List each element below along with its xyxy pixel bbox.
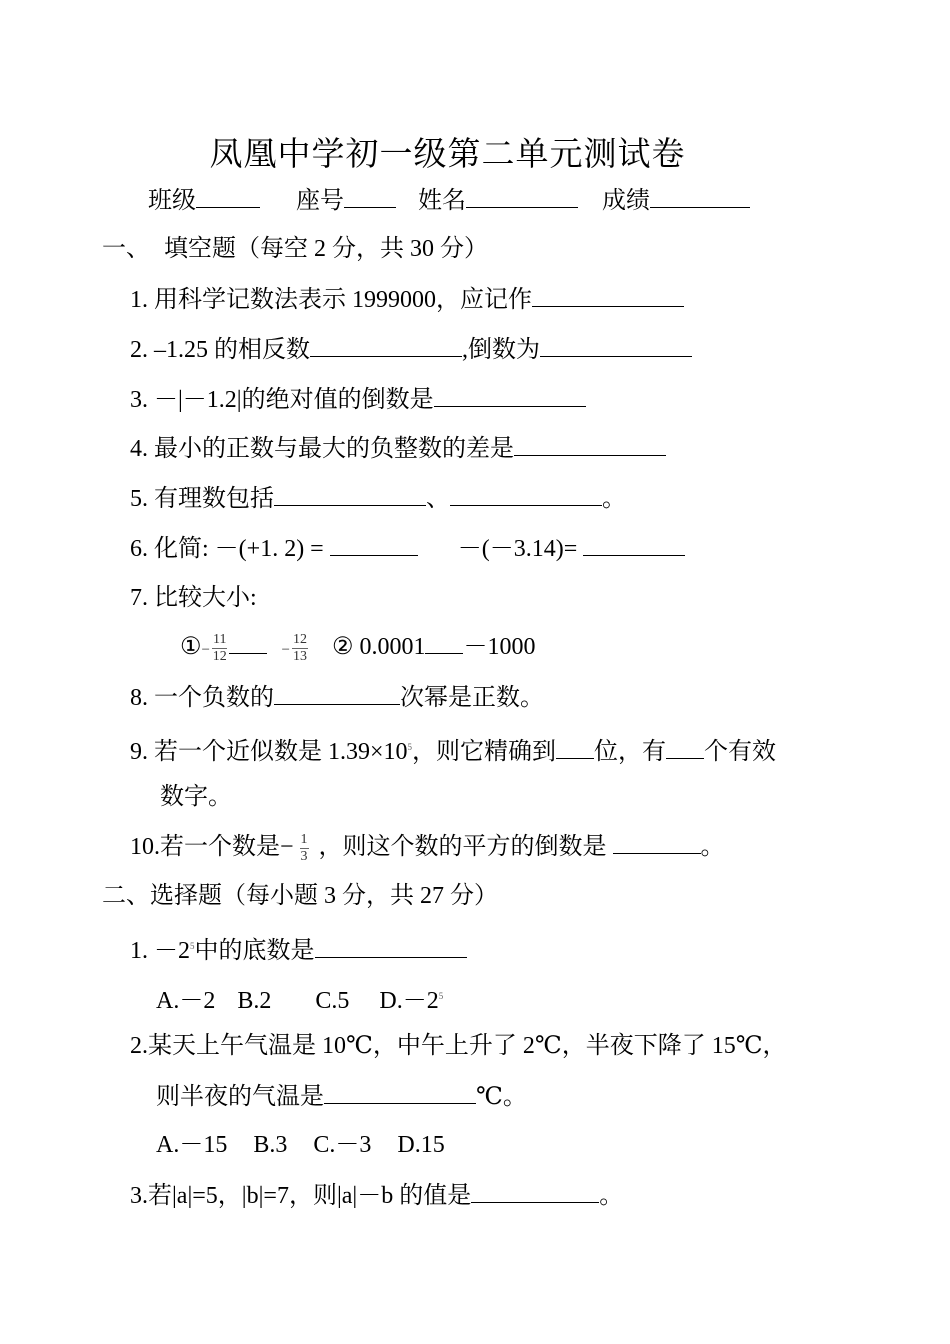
- section1-title: 填空题（每空 2 分，共 30 分）: [164, 236, 488, 262]
- answer-blank[interactable]: [425, 631, 463, 654]
- question-number: 6.: [130, 536, 148, 562]
- question-text: 次幂是正数。: [400, 685, 544, 711]
- item-marker: ②: [331, 634, 354, 660]
- section2-title: 二、选择题（每小题 3 分，共 27 分）: [102, 883, 498, 909]
- question-text: －(－3.14)=: [457, 536, 584, 562]
- question-1-4: [130, 433, 666, 464]
- answer-blank[interactable]: [324, 1081, 476, 1104]
- seat-blank[interactable]: [344, 185, 396, 208]
- question-number: 1.: [130, 287, 148, 313]
- score-blank[interactable]: [650, 185, 750, 208]
- exponent: 5: [438, 991, 444, 1001]
- section1-number: 一、: [102, 236, 150, 262]
- question-number: 2.: [130, 337, 148, 363]
- question-1-6: [130, 533, 685, 564]
- question-text: ,倒数为: [462, 337, 540, 363]
- question-2-2-cont: [156, 1081, 527, 1112]
- answer-blank[interactable]: [450, 483, 602, 506]
- question-1-3: [130, 384, 586, 415]
- answer-blank[interactable]: [315, 935, 467, 958]
- section1-heading: [102, 234, 488, 264]
- fraction: [300, 832, 309, 865]
- page-title: 凤凰中学初一级第二单元测试卷: [209, 134, 686, 173]
- class-label: 班级: [148, 188, 196, 214]
- option-d[interactable]: D.15: [397, 1132, 445, 1158]
- numerator: 11: [212, 631, 227, 647]
- question-2-1-options: [156, 981, 443, 1016]
- item-marker: ①: [180, 634, 202, 660]
- question-1-7: [130, 583, 257, 613]
- answer-blank[interactable]: [532, 284, 684, 307]
- minus-sign: −: [281, 642, 290, 658]
- question-1-9: [130, 732, 776, 767]
- question-text: 中的底数是: [194, 938, 315, 964]
- answer-blank[interactable]: [613, 831, 701, 854]
- answer-blank[interactable]: [274, 682, 400, 705]
- question-1-2: [130, 334, 692, 365]
- answer-blank[interactable]: [514, 433, 666, 456]
- answer-blank[interactable]: [274, 483, 426, 506]
- question-1-7-items: [180, 628, 535, 669]
- question-number: 10.: [130, 834, 160, 860]
- answer-blank[interactable]: [471, 1180, 599, 1203]
- option-c[interactable]: C.－3: [313, 1132, 372, 1158]
- denominator: 12: [212, 648, 227, 664]
- answer-blank[interactable]: [434, 384, 586, 407]
- question-text: 一个负数的: [154, 685, 274, 711]
- option-d[interactable]: D.－2: [379, 988, 439, 1014]
- question-1-8: [130, 682, 544, 713]
- numerator: 1: [300, 831, 308, 847]
- fraction: [212, 632, 227, 665]
- answer-blank[interactable]: [540, 334, 692, 357]
- question-number: 1.: [130, 938, 148, 964]
- question-number: 7.: [130, 585, 148, 611]
- option-a[interactable]: A.－15: [156, 1132, 228, 1158]
- option-b[interactable]: B.2: [237, 988, 272, 1014]
- question-number: 5.: [130, 486, 148, 512]
- name-blank[interactable]: [466, 185, 578, 208]
- question-text: 用科学记数法表示 1999000，应记作: [154, 287, 532, 313]
- question-2-2-options: [156, 1130, 445, 1160]
- denominator: 3: [300, 848, 308, 864]
- question-text: 若一个近似数是 1.39×10: [154, 739, 408, 765]
- question-text: 有理数包括: [154, 486, 274, 512]
- class-blank[interactable]: [196, 185, 260, 208]
- question-text: 2.某天上午气温是 10℃，中午上升了 2℃，半夜下降了 15℃，: [130, 1033, 787, 1059]
- question-1-10: [130, 830, 725, 865]
- question-text: 比较大小:: [154, 585, 257, 611]
- period: 。: [602, 486, 626, 512]
- question-text: 则半夜的气温是: [156, 1084, 324, 1110]
- question-1-5: [130, 483, 626, 514]
- question-1-1: [130, 284, 684, 315]
- question-number: 4.: [130, 436, 148, 462]
- question-number: 8.: [130, 685, 148, 711]
- numerator: 12: [292, 631, 307, 647]
- score-label: 成绩: [602, 188, 650, 214]
- name-label: 姓名: [418, 188, 466, 214]
- question-text: 个有效: [704, 739, 777, 765]
- separator: 、: [426, 486, 450, 512]
- question-number: 9.: [130, 739, 148, 765]
- question-text: ，则这个数的平方的倒数是: [318, 834, 613, 860]
- question-1-9-cont: [160, 782, 232, 812]
- minus-sign: −: [201, 642, 210, 658]
- section2-heading: [102, 881, 498, 911]
- question-text: －|－1.2|的绝对值的倒数是: [154, 387, 434, 413]
- denominator: 13: [292, 648, 307, 664]
- question-text: ℃。: [476, 1084, 527, 1110]
- value: －1000: [463, 634, 536, 660]
- answer-blank[interactable]: [330, 533, 418, 556]
- value: 0.0001: [359, 634, 426, 660]
- exponent: 5: [190, 941, 195, 951]
- question-text: 最小的正数与最大的负整数的差是: [154, 436, 514, 462]
- fraction: [292, 632, 308, 665]
- seat-label: 座号: [296, 188, 344, 214]
- option-c[interactable]: C.5: [315, 988, 350, 1014]
- answer-blank[interactable]: [666, 736, 704, 759]
- question-text: －2: [154, 938, 190, 964]
- answer-blank[interactable]: [556, 736, 594, 759]
- question-text: 若一个数是−: [160, 834, 294, 860]
- question-2-3: [130, 1180, 623, 1211]
- exponent: 5: [407, 742, 413, 752]
- question-text: 3.若|a|=5，|b|=7，则|a|－b 的值是: [130, 1183, 472, 1209]
- question-text: 位，有: [594, 739, 667, 765]
- question-2-1: [130, 931, 467, 966]
- answer-blank[interactable]: [583, 533, 685, 556]
- answer-blank[interactable]: [229, 631, 267, 654]
- question-text: 数字。: [160, 784, 232, 810]
- question-text: 化简: －(+1. 2) =: [154, 536, 330, 562]
- question-number: 3.: [130, 387, 148, 413]
- period: 。: [599, 1183, 624, 1209]
- period: 。: [700, 834, 725, 860]
- option-a[interactable]: A.－2: [156, 988, 216, 1014]
- option-b[interactable]: B.3: [253, 1132, 288, 1158]
- student-info-row: [148, 185, 750, 216]
- question-2-2: [130, 1031, 787, 1061]
- question-text: ，则它精确到: [412, 739, 557, 765]
- answer-blank[interactable]: [310, 334, 462, 357]
- question-text: –1.25 的相反数: [154, 337, 310, 363]
